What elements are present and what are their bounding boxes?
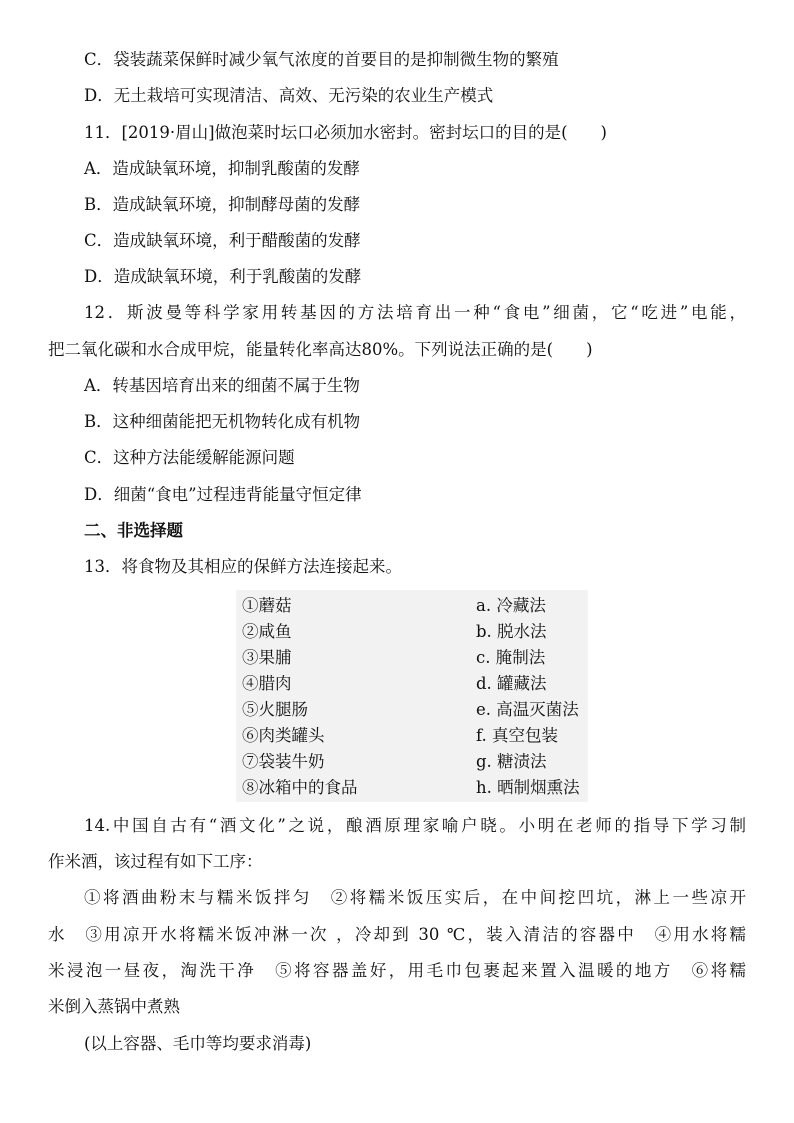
- food-item: ④腊肉: [242, 674, 292, 693]
- q14-steps-line4: 米倒入蒸锅中煮熟: [48, 997, 180, 1016]
- method-item: g. 糖渍法: [476, 752, 547, 771]
- q13-stem: 13．将食物及其相应的保鲜方法连接起来。: [84, 557, 402, 576]
- q12-option-d: D．细菌“食电”过程违背能量守恒定律: [84, 485, 362, 504]
- method-item: b. 脱水法: [476, 622, 547, 641]
- section-heading: 二、非选择题: [84, 521, 183, 540]
- q12-option-b: B．这种细菌能把无机物转化成有机物: [84, 412, 361, 431]
- method-item: a. 冷藏法: [476, 596, 546, 615]
- q14-stem-line1: 14.中国自古有“酒文化”之说，酿酒原理家喻户晓。小明在老师的指导下学习制: [84, 816, 746, 835]
- food-item: ⑦袋装牛奶: [242, 752, 325, 771]
- food-item: ①蘑菇: [242, 596, 292, 615]
- q12-stem-line2: 把二氧化碳和水合成甲烷，能量转化率高达80%。下列说法正确的是( ): [48, 340, 593, 359]
- q11-option-a: A．造成缺氧环境，抑制乳酸菌的发酵: [84, 159, 360, 178]
- method-item: c. 腌制法: [476, 648, 546, 667]
- q10-option-d: D．无土栽培可实现清洁、高效、无污染的农业生产模式: [84, 86, 494, 105]
- food-item: ⑤火腿肠: [242, 700, 308, 719]
- q11-option-c: C．造成缺氧环境，利于醋酸菌的发酵: [84, 231, 361, 250]
- food-item: ⑧冰箱中的食品: [242, 778, 358, 797]
- q14-steps-line3: 米浸泡一昼夜，淘洗干净 ⑤将容器盖好，用毛巾包裹起来置入温暖的地方 ⑥将糯: [48, 961, 746, 980]
- food-item: ③果脯: [242, 648, 292, 667]
- q10-option-c: C．袋装蔬菜保鲜时减少氧气浓度的首要目的是抑制微生物的繁殖: [84, 50, 559, 69]
- food-item: ⑥肉类罐头: [242, 726, 325, 745]
- q14-note: (以上容器、毛巾等均要求消毒): [84, 1034, 312, 1053]
- q12-stem-line1: 12．斯波曼等科学家用转基因的方法培育出一种“食电”细菌，它“吃进”电能，: [84, 303, 746, 322]
- food-item: ②咸鱼: [242, 622, 292, 641]
- q11-option-b: B．造成缺氧环境，抑制酵母菌的发酵: [84, 195, 361, 214]
- method-item: f. 真空包装: [476, 726, 559, 745]
- method-item: d. 罐藏法: [476, 674, 547, 693]
- q12-option-c: C．这种方法能缓解能源问题: [84, 448, 295, 467]
- q14-stem-line2: 作米酒，该过程有如下工序：: [48, 852, 263, 871]
- q11-stem: 11．[2019·眉山]做泡菜时坛口必须加水密封。密封坛口的目的是( ): [84, 123, 607, 142]
- q11-option-d: D．造成缺氧环境，利于乳酸菌的发酵: [84, 267, 362, 286]
- q14-steps-line2: 水 ③用凉开水将糯米饭冲淋一次 ，冷却到 30 ℃，装入清洁的容器中 ④用水将糯: [48, 925, 746, 944]
- q12-option-a: A．转基因培育出来的细菌不属于生物: [84, 376, 360, 395]
- method-item: e. 高温灭菌法: [476, 700, 579, 719]
- method-item: h. 晒制烟熏法: [476, 778, 580, 797]
- q14-steps-line1: ①将酒曲粉末与糯米饭拌匀 ②将糯米饭压实后，在中间挖凹坑，淋上一些凉开: [84, 888, 746, 907]
